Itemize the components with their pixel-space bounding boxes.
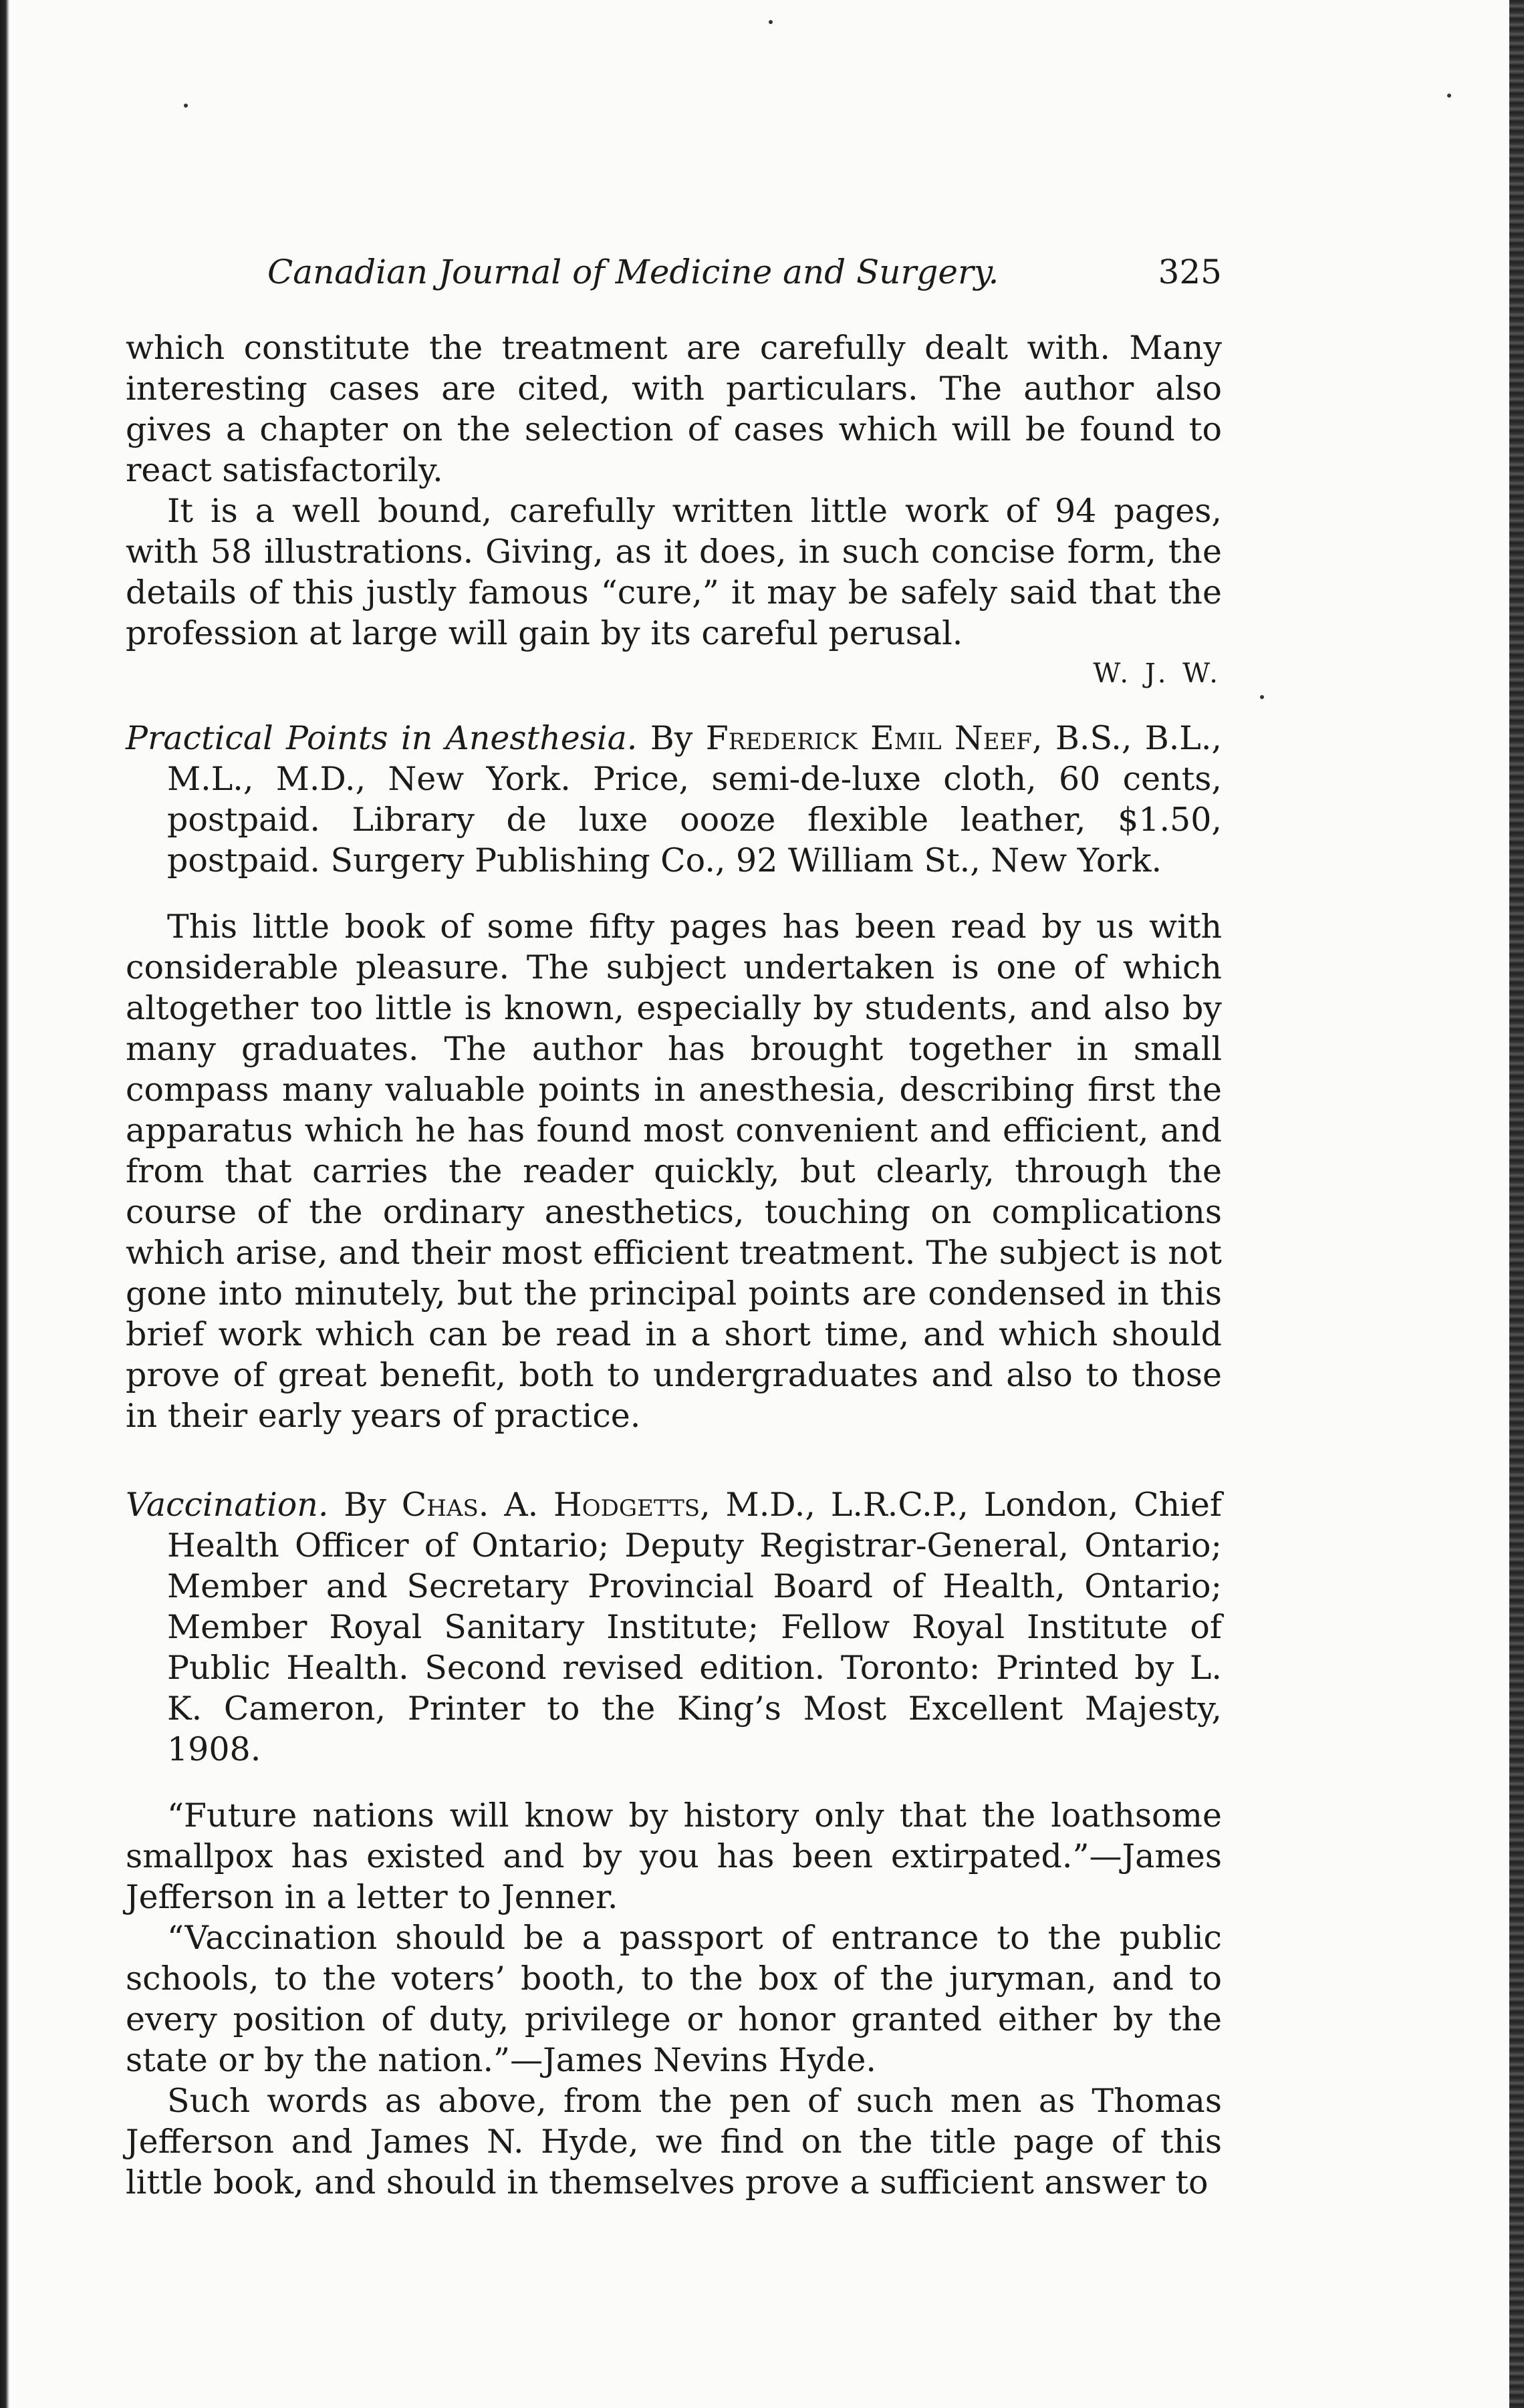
vaccination-book-details: M.D., L.R.C.P., London, Chief Health Officer of Ontario; Deputy Registrar-General, Ontario; Member and Secretary Provincial Board of Health, Ontario; Member Royal Sanitary Institute; Fellow Royal Institute of Public Health. Second revised edition. Toronto: Printed by L. K. Cameron, Printer to the King’s Most Excellent Majesty, 1908. [167,1486,1222,1768]
journal-title: Canadian Journal of Medicine and Surgery. [267,253,999,291]
vaccination-quote-hyde: “Vaccination should be a passport of entrance to the public schools, to the voters’ booth, to the box of the juryman, and to every position of duty, privilege or honor granted either by the state or by the nation.”—James Nevins Hyde. [126,1919,1222,2079]
anesthesia-review-body: This little book of some fifty pages has been read by us with considerable pleasure. The subject undertaken is one of which altogether too little is known, especially by students, and also by many graduates. The author has brought together in small compass many valuable points in anesthesia, describing first the apparatus which he has found most convenient and efficient, and from that carries the reader quickly, but clearly, through the course of the ordinary anesthetics, touching on complications which arise, and their most efficient treatment. The subject is not gone into minutely, but the principal points are condensed in this brief work which can be read in a short time, and which should prove of great benefit, both to undergraduates and also to those in their early years of practice. [126,908,1222,1435]
anesthesia-review-section [126,718,1222,1436]
vaccination-author: Chas. A. Hodgetts, [401,1486,711,1524]
previous-review-paragraph-1: which constitute the treatment are carefully dealt with. Many interesting cases are cited, with particulars. The author also gives a chapter on the selection of cases which will be found to react satisfactorily. [126,329,1222,489]
vaccination-review-body: Such words as above, from the pen of such men as Thomas Jefferson and James N. Hyde, we find on the title page of this little book, and should in themselves prove a sufficient answer to [126,2082,1222,2201]
document-page [126,247,1222,2203]
scan-speck [1447,94,1451,98]
vaccination-book-heading [126,1484,1222,1770]
vaccination-by: By [344,1486,386,1524]
anesthesia-by: By [650,719,693,757]
previous-review-paragraph-2: It is a well bound, carefully written little work of 94 pages, with 58 illustrations. Giving, as it does, in such concise form, the details of this justly famous “cure,” it may be safely said that the profession at large will gain by its careful perusal. [126,492,1222,652]
vaccination-quote-jefferson: “Future nations will know by history only that the loathsome smallpox has existed and by you has been extirpated.”—James Jefferson in a letter to Jenner. [126,1796,1222,1916]
vaccination-book-title: Vaccination. [126,1486,329,1524]
section-spacer [126,1436,1222,1459]
scan-speck [769,20,773,24]
reviewer-initials: W. J. W. [1093,658,1222,689]
scan-left-edge [0,0,9,2408]
anesthesia-book-title: Practical Points in Anesthesia. [126,719,638,757]
anesthesia-book-details: B.S., B.L., M.L., M.D., New York. Price, semi-de-luxe cloth, 60 cents, postpaid. Library de luxe oooze flexible leather, $1.50, postpaid. Surgery Publishing Co., 92 William St., New York. [167,719,1222,880]
running-head [126,247,1222,327]
vaccination-review-section [126,1484,1222,2203]
scan-speck [1260,695,1264,699]
anesthesia-book-heading [126,718,1222,881]
scan-right-edge [1509,0,1524,2408]
scan-speck [184,104,188,108]
previous-review-section [126,327,1222,692]
anesthesia-author: Frederick Emil Neef, [705,719,1043,757]
page-number: 325 [1158,253,1222,291]
